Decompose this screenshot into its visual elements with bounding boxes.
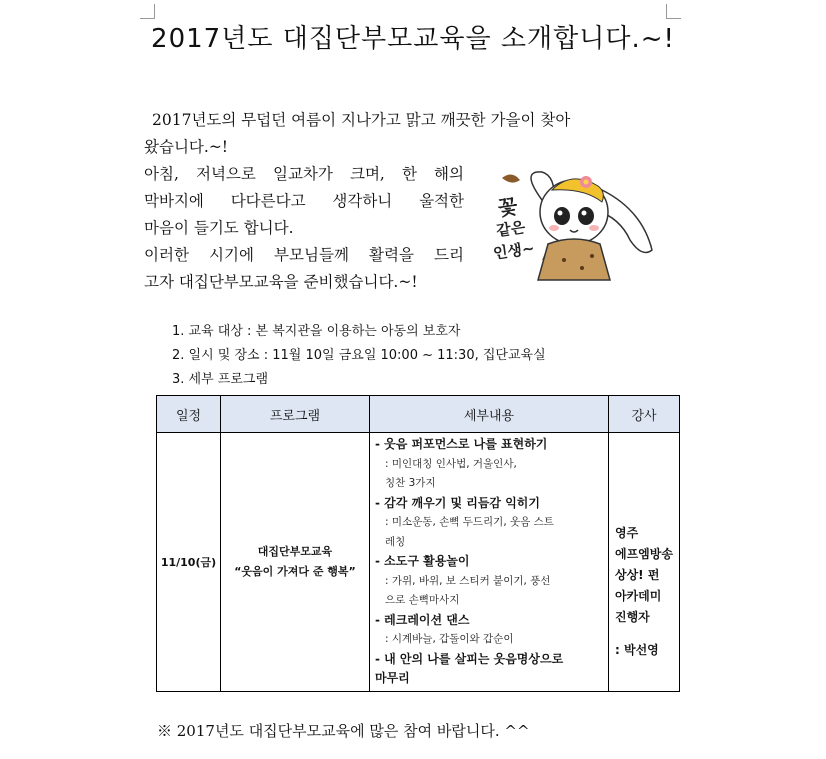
- flower-life-illustration: [482, 160, 662, 285]
- program-subtitle: “웃음이 가져다 준 행복”: [234, 564, 356, 578]
- detail-sub: 레칭: [385, 535, 406, 548]
- header-program: 프로그램: [221, 396, 370, 433]
- detail-heading: - 소도구 활용놀이: [375, 554, 470, 568]
- detail-sub: : 미인대칭 인사법, 거울인사,: [385, 457, 517, 470]
- intro-line: 2017년도의 무덥던 여름이 지나가고 맑고 깨끗한 가을이 찾아: [152, 111, 571, 129]
- instructor-line: : 박선영: [615, 643, 659, 657]
- illustration-caption: [486, 193, 536, 264]
- intro-line: 아침, 저녁으로 일교차가 크며, 한 해의: [144, 165, 464, 183]
- header-instructor: 강사: [609, 396, 680, 433]
- program-name: 대집단부모교육: [257, 544, 333, 558]
- instructor-line: 진행자: [615, 610, 650, 624]
- info-item: 1. 교육 대상 : 본 복지관을 이용하는 아동의 보호자: [172, 324, 461, 339]
- detail-sub: : 가위, 바위, 보 스티커 붙이기, 풍선: [385, 574, 551, 587]
- footer-note: ※ 2017년도 대집단부모교육에 많은 참여 바랍니다. ^^: [157, 722, 530, 740]
- page-corner-mark-left: [140, 4, 155, 19]
- instructor-line: 상상! 펀: [615, 568, 660, 582]
- detail-heading: - 레크레이션 댄스: [375, 612, 470, 627]
- detail-heading: - 감각 깨우기 및 리듬감 익히기: [375, 495, 540, 510]
- caption-line: 인생~: [492, 238, 536, 263]
- info-item: 2. 일시 및 장소 : 11월 10일 금요일 10:00 ~ 11:30, 집단교육실: [172, 348, 546, 363]
- table-header-row: [157, 396, 680, 433]
- page-corner-mark-right: [666, 4, 681, 19]
- detail-sub: 으로 손뼉마사지: [385, 594, 460, 606]
- header-date: 일정: [157, 396, 221, 433]
- intro-paragraph-2: [144, 161, 464, 296]
- instructor-line: 영주: [615, 526, 639, 540]
- detail-heading: - 웃음 퍼포먼스로 나를 표현하기: [375, 437, 548, 451]
- info-item: 3. 세부 프로그램: [172, 372, 269, 387]
- cell-date: 11/10(금): [157, 433, 221, 692]
- detail-sub: 칭찬 3가지: [385, 477, 436, 489]
- program-table: [156, 395, 680, 692]
- detail-sub: : 시계바늘, 갑돌이와 갑순이: [385, 633, 514, 645]
- cell-instructor: [609, 433, 680, 692]
- intro-line: 고자 대집단부모교육을 준비했습니다.~!: [144, 273, 418, 291]
- cell-details: [370, 433, 609, 692]
- info-list: [172, 320, 546, 392]
- intro-line: 마음이 들기도 합니다.: [144, 219, 294, 237]
- instructor-line: 에프엠방송: [615, 547, 673, 561]
- detail-sub: : 미소운동, 손뼉 두드리기, 웃음 스트: [385, 516, 554, 528]
- caption-line: 같은: [495, 218, 527, 240]
- detail-heading: 마무리: [375, 671, 410, 685]
- intro-line: 막바지에 다다른다고 생각하니 울적한: [144, 192, 464, 210]
- intro-paragraph-1: [144, 107, 644, 161]
- cell-program: [221, 433, 370, 692]
- header-details: 세부내용: [370, 396, 609, 433]
- detail-heading: - 내 안의 나를 살피는 웃음명상으로: [375, 651, 564, 666]
- caption-line: 꽃: [496, 193, 519, 221]
- intro-line: 왔습니다.~!: [144, 138, 229, 156]
- intro-line: 이러한 시기에 부모님들께 활력을 드리: [144, 246, 464, 264]
- instructor-line: 아카데미: [615, 589, 662, 603]
- page-title: 2017년도 대집단부모교육을 소개합니다.~!: [151, 24, 675, 54]
- table-row: [157, 433, 680, 692]
